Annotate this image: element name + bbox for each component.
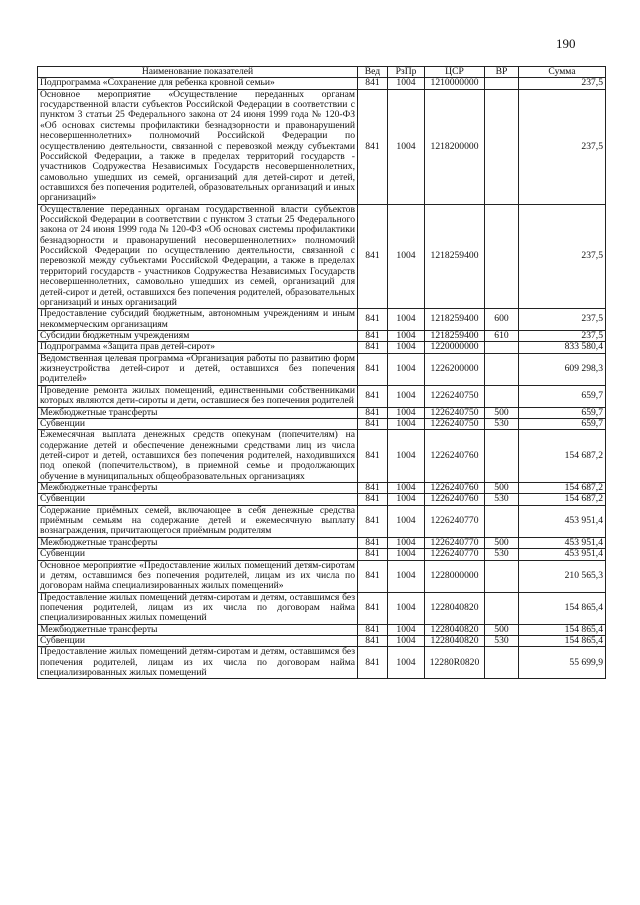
cell-sum: 659,7 [519, 418, 606, 429]
cell-ved: 841 [358, 537, 388, 548]
cell-sum: 210 565,3 [519, 560, 606, 592]
header-sum: Сумма [519, 67, 606, 78]
cell-ved: 841 [358, 330, 388, 341]
cell-name: Межбюджетные трансферты [38, 483, 358, 494]
cell-vr: 530 [485, 494, 519, 505]
cell-vr [485, 89, 519, 204]
table-row [38, 494, 606, 505]
cell-name: Предоставление субсидий бюджетным, автономным учреждениям и иным некоммерческим организациям [38, 309, 358, 331]
cell-ved: 841 [358, 549, 388, 560]
cell-ved: 841 [358, 494, 388, 505]
cell-csr: 1228040820 [425, 592, 485, 624]
cell-ved: 841 [358, 385, 388, 407]
cell-rzpr: 1004 [388, 430, 425, 483]
cell-vr [485, 560, 519, 592]
table-header-row [38, 67, 606, 78]
cell-rzpr: 1004 [388, 592, 425, 624]
cell-vr [485, 592, 519, 624]
cell-sum: 237,5 [519, 204, 606, 309]
cell-vr [485, 647, 519, 679]
header-vr: ВР [485, 67, 519, 78]
table-row [38, 624, 606, 635]
table-row [38, 560, 606, 592]
cell-rzpr: 1004 [388, 537, 425, 548]
cell-ved: 841 [358, 624, 388, 635]
cell-rzpr: 1004 [388, 78, 425, 89]
cell-rzpr: 1004 [388, 342, 425, 353]
cell-sum: 237,5 [519, 309, 606, 331]
cell-sum: 237,5 [519, 330, 606, 341]
cell-sum: 237,5 [519, 78, 606, 89]
cell-name: Субсидии бюджетным учреждениям [38, 330, 358, 341]
cell-sum: 659,7 [519, 407, 606, 418]
cell-name: Межбюджетные трансферты [38, 624, 358, 635]
cell-csr: 1226240770 [425, 537, 485, 548]
cell-name: Осуществление переданных органам государственной власти субъектов Российской Федерации в соответствии с пунктом 3 статьи 25 Федерального закона от 24 июня 1999 года № 120-ФЗ «Об основах системы профилактики безнадзорности и правонарушений несовершеннолетних» полномочий Российской Федерации по осуществлению деятельности, связанной с перевозкой между субъектами Российской Федерации, а также в пределах территорий государств - участников Содружества Независимых Государств несовершеннолетних, самовольно ушедших из семей, организаций для детей-сирот и детей, оставшихся без попечения родителей, образовательных организаций и иных организаций [38, 204, 358, 309]
cell-rzpr: 1004 [388, 385, 425, 407]
cell-vr: 530 [485, 549, 519, 560]
table-row [38, 204, 606, 309]
table-row [38, 353, 606, 385]
cell-name: Ведомственная целевая программа «Организация работы по развитию форм жизнеустройства детей-сирот и детей, оставшихся без попечения родителей» [38, 353, 358, 385]
cell-rzpr: 1004 [388, 353, 425, 385]
cell-name: Проведение ремонта жилых помещений, единственными собственниками которых являются дети-сироты и дети, оставшиеся без попечения родителей [38, 385, 358, 407]
cell-vr [485, 342, 519, 353]
cell-sum: 154 687,2 [519, 430, 606, 483]
cell-ved: 841 [358, 647, 388, 679]
cell-name: Субвенции [38, 494, 358, 505]
table-row [38, 537, 606, 548]
cell-rzpr: 1004 [388, 505, 425, 537]
cell-ved: 841 [358, 89, 388, 204]
header-ved: Вед [358, 67, 388, 78]
table-row [38, 407, 606, 418]
cell-vr [485, 78, 519, 89]
cell-vr: 500 [485, 407, 519, 418]
cell-vr: 530 [485, 418, 519, 429]
cell-ved: 841 [358, 309, 388, 331]
cell-ved: 841 [358, 592, 388, 624]
cell-rzpr: 1004 [388, 309, 425, 331]
cell-csr: 1226240760 [425, 494, 485, 505]
cell-ved: 841 [358, 430, 388, 483]
cell-sum: 453 951,4 [519, 549, 606, 560]
cell-name: Основное мероприятие «Предоставление жилых помещений детям-сиротам и детям, оставшимся без попечения родителей, лицам из их числа по договорам найма специализированных жилых помещений» [38, 560, 358, 592]
cell-csr: 1226240750 [425, 385, 485, 407]
cell-ved: 841 [358, 418, 388, 429]
cell-name: Межбюджетные трансферты [38, 537, 358, 548]
cell-rzpr: 1004 [388, 418, 425, 429]
cell-ved: 841 [358, 505, 388, 537]
cell-name: Предоставление жилых помещений детям-сиротам и детям, оставшимся без попечения родителей, лицам из их числа по договорам найма специализированных жилых помещений [38, 647, 358, 679]
cell-rzpr: 1004 [388, 636, 425, 647]
cell-name: Предоставление жилых помещений детям-сиротам и детям, оставшимся без попечения родителей, лицам из их числа по договорам найма специализированных жилых помещений [38, 592, 358, 624]
budget-table [37, 66, 606, 679]
cell-csr: 1218259400 [425, 204, 485, 309]
cell-csr: 1226240770 [425, 505, 485, 537]
cell-csr: 1218200000 [425, 89, 485, 204]
cell-sum: 154 687,2 [519, 483, 606, 494]
cell-csr: 1226240760 [425, 430, 485, 483]
cell-name: Субвенции [38, 636, 358, 647]
cell-vr: 500 [485, 624, 519, 635]
cell-sum: 55 699,9 [519, 647, 606, 679]
cell-rzpr: 1004 [388, 330, 425, 341]
cell-vr [485, 505, 519, 537]
cell-rzpr: 1004 [388, 483, 425, 494]
cell-csr: 1228040820 [425, 636, 485, 647]
header-name: Наименование показателей [38, 67, 358, 78]
cell-csr: 1220000000 [425, 342, 485, 353]
cell-csr: 1226240750 [425, 418, 485, 429]
cell-ved: 841 [358, 342, 388, 353]
cell-csr: 1226240760 [425, 483, 485, 494]
cell-sum: 237,5 [519, 89, 606, 204]
cell-name: Межбюджетные трансферты [38, 407, 358, 418]
cell-vr: 500 [485, 537, 519, 548]
cell-name: Основное мероприятие «Осуществление переданных органам государственной власти субъектов Российской Федерации в соответствии с пунктом 3 статьи 25 Федерального закона от 24 июня 1999 года № 120-ФЗ «Об основах системы профилактики безнадзорности и правонарушений несовершеннолетних» полномочий Российской Федерации по осуществлению деятельности, связанной с перевозкой между субъектами Российской Федерации, а также в пределах территорий государств - участников Содружества Независимых Государств несовершеннолетних, самовольно ушедших из семей, организаций для детей-сирот и детей, оставшихся без попечения родителей, образовательных организаций и иных организаций» [38, 89, 358, 204]
cell-vr: 500 [485, 483, 519, 494]
cell-rzpr: 1004 [388, 494, 425, 505]
cell-ved: 841 [358, 636, 388, 647]
cell-rzpr: 1004 [388, 204, 425, 309]
cell-sum: 609 298,3 [519, 353, 606, 385]
table-row [38, 483, 606, 494]
cell-sum: 453 951,4 [519, 505, 606, 537]
cell-sum: 154 865,4 [519, 636, 606, 647]
cell-name: Субвенции [38, 549, 358, 560]
cell-vr: 600 [485, 309, 519, 331]
cell-csr: 1226240750 [425, 407, 485, 418]
cell-name: Ежемесячная выплата денежных средств опекунам (попечителям) на содержание детей и обеспечение денежными средствами лиц из числа детей-сирот и детей, оставшихся без попечения родителей, находившихся под опекой (попечительством), в приемной семье и продолжающих обучение в муниципальных общеобразовательных организациях [38, 430, 358, 483]
cell-vr [485, 385, 519, 407]
table-row [38, 505, 606, 537]
cell-csr: 1218259400 [425, 330, 485, 341]
cell-rzpr: 1004 [388, 647, 425, 679]
cell-rzpr: 1004 [388, 407, 425, 418]
table-row [38, 636, 606, 647]
cell-sum: 453 951,4 [519, 537, 606, 548]
cell-csr: 1228040820 [425, 624, 485, 635]
table-row [38, 309, 606, 331]
table-row [38, 418, 606, 429]
cell-vr: 610 [485, 330, 519, 341]
table-row [38, 549, 606, 560]
cell-ved: 841 [358, 204, 388, 309]
cell-ved: 841 [358, 560, 388, 592]
cell-name: Подпрограмма «Защита прав детей-сирот» [38, 342, 358, 353]
cell-sum: 154 687,2 [519, 494, 606, 505]
cell-csr: 1228000000 [425, 560, 485, 592]
cell-name: Субвенции [38, 418, 358, 429]
cell-rzpr: 1004 [388, 549, 425, 560]
table-row [38, 342, 606, 353]
table-row [38, 78, 606, 89]
page-number: 190 [556, 36, 576, 51]
cell-sum: 154 865,4 [519, 624, 606, 635]
cell-csr: 1218259400 [425, 309, 485, 331]
cell-sum: 154 865,4 [519, 592, 606, 624]
cell-csr: 1226240770 [425, 549, 485, 560]
cell-vr [485, 353, 519, 385]
cell-csr: 1226200000 [425, 353, 485, 385]
cell-rzpr: 1004 [388, 560, 425, 592]
cell-rzpr: 1004 [388, 89, 425, 204]
cell-sum: 833 580,4 [519, 342, 606, 353]
cell-rzpr: 1004 [388, 624, 425, 635]
cell-ved: 841 [358, 407, 388, 418]
table-row [38, 430, 606, 483]
cell-vr: 530 [485, 636, 519, 647]
cell-csr: 1210000000 [425, 78, 485, 89]
table-row [38, 592, 606, 624]
cell-name: Содержание приёмных семей, включающее в себя денежные средства приёмным семьям на содержание детей и ежемесячную выплату вознаграждения, причитающегося приёмным родителям [38, 505, 358, 537]
table-row [38, 89, 606, 204]
cell-csr: 12280R0820 [425, 647, 485, 679]
cell-ved: 841 [358, 483, 388, 494]
table-row [38, 385, 606, 407]
table-row [38, 647, 606, 679]
cell-vr [485, 430, 519, 483]
cell-ved: 841 [358, 353, 388, 385]
cell-name: Подпрограмма «Сохранение для ребенка кровной семьи» [38, 78, 358, 89]
cell-ved: 841 [358, 78, 388, 89]
header-rzpr: РзПр [388, 67, 425, 78]
table-row [38, 330, 606, 341]
cell-vr [485, 204, 519, 309]
cell-sum: 659,7 [519, 385, 606, 407]
header-csr: ЦСР [425, 67, 485, 78]
